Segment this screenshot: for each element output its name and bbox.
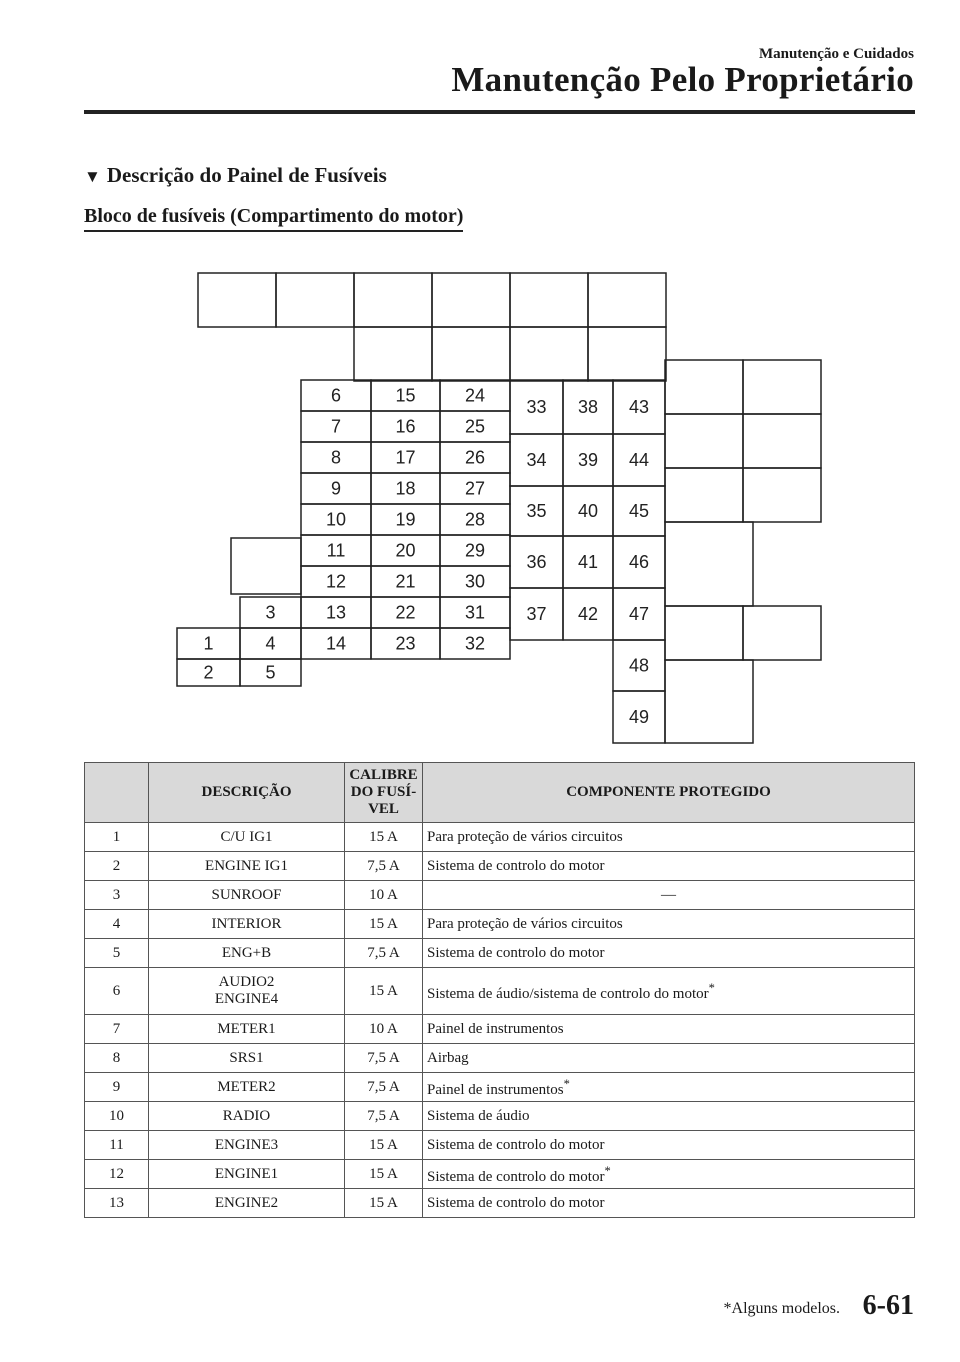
fuse-number-label: 8 bbox=[330, 447, 342, 468]
fuse-number-label: 9 bbox=[330, 478, 342, 499]
protected-component-text: Sistema de controlo do motor bbox=[427, 1168, 605, 1185]
table-row bbox=[85, 1131, 915, 1160]
fuse-number-label: 37 bbox=[526, 604, 547, 624]
fuse-number-cell: 7 bbox=[85, 1015, 149, 1044]
fuse-rating-cell: 15 A bbox=[345, 968, 423, 1015]
fuse-number-label: 32 bbox=[464, 633, 486, 654]
table-row bbox=[85, 852, 915, 881]
col-header-rating bbox=[345, 763, 423, 823]
fuse-rating-cell: 7,5 A bbox=[345, 1044, 423, 1073]
fuse-number-label: 25 bbox=[464, 416, 486, 437]
fuse-table bbox=[84, 762, 915, 1218]
col-header-description: DESCRIÇÃO bbox=[149, 763, 345, 823]
col-header-component: COMPONENTE PROTEGIDO bbox=[423, 763, 915, 823]
fuse-cell bbox=[743, 468, 821, 522]
protected-component-cell bbox=[423, 968, 915, 1015]
fuse-cell bbox=[510, 327, 588, 381]
fuse-number-label: 46 bbox=[628, 552, 650, 572]
fuse-number-label: 17 bbox=[395, 447, 416, 468]
footnote-marker: * bbox=[708, 980, 715, 995]
fuse-number-label: 27 bbox=[464, 478, 486, 499]
protected-component-text: Sistema de controlo do motor bbox=[427, 857, 605, 874]
fuse-number-cell: 3 bbox=[85, 881, 149, 910]
fuse-rating-cell: 15 A bbox=[345, 1131, 423, 1160]
fuse-rating-cell: 7,5 A bbox=[345, 852, 423, 881]
protected-component-text: — bbox=[661, 886, 676, 903]
fuse-number-cell: 2 bbox=[85, 852, 149, 881]
protected-component-text: Sistema de áudio/sistema de controlo do motor bbox=[427, 985, 709, 1002]
table-row bbox=[85, 910, 915, 939]
chapter-label: Manutenção e Cuidados bbox=[758, 46, 914, 62]
fuse-number-label: 5 bbox=[265, 662, 276, 683]
fuse-description-cell: ENGINE1 bbox=[149, 1160, 345, 1189]
protected-component-cell bbox=[423, 881, 915, 910]
footnote-marker: * bbox=[604, 1163, 611, 1178]
fuse-number-cell: 6 bbox=[85, 968, 149, 1015]
fuse-number-label: 49 bbox=[628, 707, 650, 727]
protected-component-cell bbox=[423, 1015, 915, 1044]
fuse-number-label: 47 bbox=[628, 604, 650, 624]
fuse-number-label: 16 bbox=[395, 416, 416, 437]
fuse-number-label: 2 bbox=[203, 662, 214, 683]
table-row bbox=[85, 939, 915, 968]
fuse-description-cell bbox=[149, 968, 345, 1015]
rating-header-line: DO FUSÍ- bbox=[350, 784, 417, 800]
protected-component-cell bbox=[423, 852, 915, 881]
fuse-table-header bbox=[85, 763, 915, 823]
fuse-description-cell: C/U IG1 bbox=[149, 823, 345, 852]
fuse-number-label: 30 bbox=[464, 571, 486, 592]
fuse-rating-cell: 15 A bbox=[345, 1189, 423, 1218]
fuse-number-label: 21 bbox=[395, 571, 416, 592]
fuse-description-cell: METER2 bbox=[149, 1073, 345, 1102]
fuse-number-label: 19 bbox=[395, 509, 416, 530]
fuse-cell bbox=[588, 327, 666, 381]
table-row bbox=[85, 1102, 915, 1131]
fuse-number-cell: 4 bbox=[85, 910, 149, 939]
fuse-cell bbox=[665, 522, 753, 606]
fuse-rating-cell: 7,5 A bbox=[345, 939, 423, 968]
fuse-cell bbox=[588, 273, 666, 327]
page-number: 6-61 bbox=[862, 1290, 914, 1321]
fuse-number-cell: 9 bbox=[85, 1073, 149, 1102]
fuse-cell bbox=[231, 538, 301, 594]
protected-component-cell bbox=[423, 823, 915, 852]
protected-component-cell bbox=[423, 1189, 915, 1218]
fuse-description-cell: ENGINE2 bbox=[149, 1189, 345, 1218]
col-header-number bbox=[85, 763, 149, 823]
table-row bbox=[85, 881, 915, 910]
protected-component-cell bbox=[423, 1131, 915, 1160]
fuse-number-label: 48 bbox=[628, 655, 650, 676]
fuse-number-label: 36 bbox=[526, 552, 547, 572]
fuse-description-cell: ENGINE3 bbox=[149, 1131, 345, 1160]
fuse-description-line: ENGINE4 bbox=[214, 991, 279, 1007]
protected-component-cell bbox=[423, 1073, 915, 1102]
fuse-number-label: 31 bbox=[464, 602, 486, 623]
table-row bbox=[85, 823, 915, 852]
protected-component-cell bbox=[423, 1102, 915, 1131]
fuse-number-label: 33 bbox=[526, 397, 547, 417]
fuse-number-cell: 12 bbox=[85, 1160, 149, 1189]
fuse-number-label: 7 bbox=[330, 416, 342, 437]
fuse-number-label: 4 bbox=[265, 633, 276, 654]
fuse-cell bbox=[354, 273, 432, 327]
fuse-description-cell: ENGINE IG1 bbox=[149, 852, 345, 881]
protected-component-text: Para proteção de vários circuitos bbox=[427, 828, 623, 845]
fuse-number-label: 26 bbox=[464, 447, 486, 468]
fuse-number-label: 23 bbox=[395, 633, 416, 654]
protected-component-text: Sistema de controlo do motor bbox=[427, 1136, 605, 1153]
fuse-description-cell: METER1 bbox=[149, 1015, 345, 1044]
fuse-number-label: 45 bbox=[628, 501, 650, 521]
fuse-number-label: 1 bbox=[203, 633, 214, 654]
fuse-number-label: 35 bbox=[526, 501, 547, 521]
fuse-number-label: 15 bbox=[395, 385, 416, 406]
protected-component-text: Sistema de controlo do motor bbox=[427, 1194, 605, 1211]
fuse-number-cell: 13 bbox=[85, 1189, 149, 1218]
protected-component-text: Painel de instrumentos bbox=[427, 1081, 564, 1098]
protected-component-text: Airbag bbox=[427, 1049, 469, 1066]
fuse-cell bbox=[743, 360, 821, 414]
fuse-cell bbox=[432, 327, 510, 381]
fuse-number-label: 34 bbox=[526, 450, 547, 470]
fuse-rating-cell: 7,5 A bbox=[345, 1073, 423, 1102]
fuse-cell bbox=[743, 606, 821, 660]
protected-component-text: Sistema de controlo do motor bbox=[427, 944, 605, 961]
fuse-number-label: 12 bbox=[325, 571, 347, 592]
fuse-number-label: 44 bbox=[628, 450, 650, 470]
fuse-number-label: 29 bbox=[464, 540, 486, 561]
fuse-number-label: 3 bbox=[265, 602, 276, 623]
fuse-cell bbox=[354, 327, 432, 381]
protected-component-cell bbox=[423, 1044, 915, 1073]
fuse-rating-cell: 15 A bbox=[345, 1160, 423, 1189]
fuse-number-label: 10 bbox=[325, 509, 347, 530]
fuse-number-label: 43 bbox=[628, 397, 650, 417]
fuse-number-label: 6 bbox=[330, 385, 342, 406]
footnote: *Alguns modelos. bbox=[723, 1300, 840, 1317]
fuse-number-label: 13 bbox=[325, 602, 347, 623]
section-title-text: Descrição do Painel de Fusíveis bbox=[106, 163, 387, 187]
fuse-number-cell: 5 bbox=[85, 939, 149, 968]
table-row bbox=[85, 1044, 915, 1073]
fuse-number-label: 22 bbox=[395, 602, 416, 623]
protected-component-cell bbox=[423, 939, 915, 968]
fuse-cell bbox=[198, 273, 276, 327]
fuse-number-cell: 10 bbox=[85, 1102, 149, 1131]
fuse-rating-cell: 10 A bbox=[345, 1015, 423, 1044]
fuse-cell bbox=[665, 660, 753, 743]
fuse-number-label: 40 bbox=[577, 501, 599, 521]
fuse-description-cell: SRS1 bbox=[149, 1044, 345, 1073]
fuse-cell bbox=[665, 606, 743, 660]
table-row bbox=[85, 1189, 915, 1218]
fuse-rating-cell: 7,5 A bbox=[345, 1102, 423, 1131]
table-row bbox=[85, 1073, 915, 1102]
rating-header-line: VEL bbox=[368, 801, 399, 817]
fuse-cell bbox=[665, 468, 743, 522]
table-row bbox=[85, 968, 915, 1015]
fuse-description-cell: ENG+B bbox=[149, 939, 345, 968]
protected-component-text: Painel de instrumentos bbox=[427, 1020, 564, 1037]
protected-component-cell bbox=[423, 1160, 915, 1189]
fuse-number-label: 41 bbox=[577, 552, 599, 572]
fuse-number-label: 18 bbox=[395, 478, 416, 499]
fuse-cell bbox=[743, 414, 821, 468]
fuse-cell bbox=[276, 273, 354, 327]
fuse-number-cell: 11 bbox=[85, 1131, 149, 1160]
protected-component-cell bbox=[423, 910, 915, 939]
fuse-number-label: 42 bbox=[577, 604, 599, 624]
fuse-cell bbox=[665, 414, 743, 468]
fuse-description-cell: INTERIOR bbox=[149, 910, 345, 939]
fuse-description-cell: RADIO bbox=[149, 1102, 345, 1131]
rating-header-line: CALIBRE bbox=[349, 767, 418, 783]
subsection-title: Bloco de fusíveis (Compartimento do motor) bbox=[84, 205, 463, 232]
fuse-number-label: 11 bbox=[326, 540, 346, 561]
fuse-rating-cell: 15 A bbox=[345, 823, 423, 852]
fuse-cell bbox=[432, 273, 510, 327]
protected-component-text: Sistema de áudio bbox=[427, 1107, 530, 1124]
fuse-description-line: AUDIO2 bbox=[218, 974, 275, 990]
fuse-number-label: 20 bbox=[395, 540, 416, 561]
fuse-description-cell: SUNROOF bbox=[149, 881, 345, 910]
table-row bbox=[85, 1160, 915, 1189]
fuse-number-label: 38 bbox=[577, 397, 599, 417]
page-title: Manutenção Pelo Proprietário bbox=[451, 60, 914, 99]
protected-component-text: Para proteção de vários circuitos bbox=[427, 915, 623, 932]
fuse-number-label: 28 bbox=[464, 509, 486, 530]
fuse-number-label: 14 bbox=[325, 633, 347, 654]
fuse-number-label: 24 bbox=[464, 385, 486, 406]
fuse-number-label: 39 bbox=[577, 450, 599, 470]
fuse-rating-cell: 15 A bbox=[345, 910, 423, 939]
fuse-cell bbox=[510, 273, 588, 327]
fuse-rating-cell: 10 A bbox=[345, 881, 423, 910]
table-row bbox=[85, 1015, 915, 1044]
fuse-number-cell: 1 bbox=[85, 823, 149, 852]
footnote-marker: * bbox=[563, 1076, 570, 1091]
fuse-number-cell: 8 bbox=[85, 1044, 149, 1073]
triangle-icon: ▼ bbox=[84, 167, 101, 186]
fuse-cell bbox=[665, 360, 743, 414]
